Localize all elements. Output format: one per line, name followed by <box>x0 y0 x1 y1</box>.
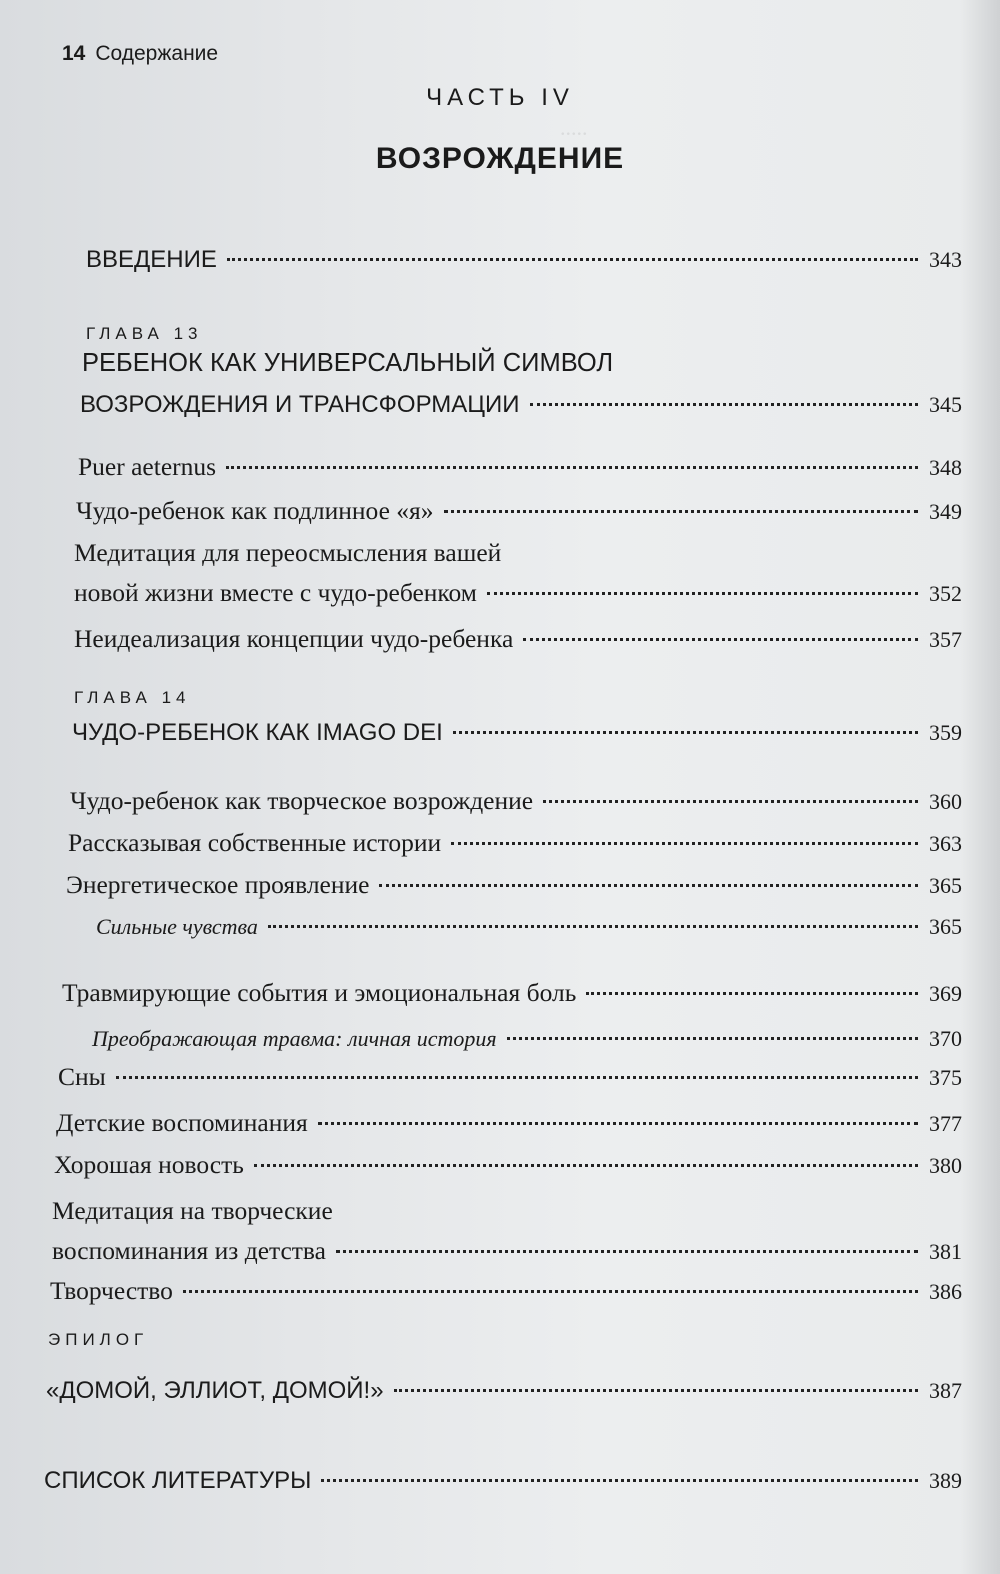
leader-dots <box>116 1076 918 1079</box>
leader-dots <box>394 1389 918 1392</box>
toc-entry-title: Детские воспоминания <box>56 1108 308 1137</box>
toc-entry-title: Сильные чувства <box>96 914 258 939</box>
toc-entry-page: 357 <box>929 627 962 652</box>
toc-subentry[interactable] <box>92 1024 962 1054</box>
toc-entry[interactable] <box>56 1108 962 1139</box>
part-label: ЧАСТЬ IV <box>426 84 574 111</box>
running-head-title: Содержание <box>95 42 219 65</box>
toc-entry-page: 343 <box>929 247 962 272</box>
running-head <box>62 42 218 66</box>
toc-entry[interactable] <box>70 786 962 817</box>
toc-entry-page: 359 <box>929 720 962 745</box>
toc-entry-page: 360 <box>929 789 962 814</box>
toc-entry[interactable] <box>74 578 962 609</box>
toc-entry-page: 349 <box>929 499 962 524</box>
toc-entry-page: 380 <box>929 1153 962 1178</box>
toc-entry-page: 352 <box>929 581 962 606</box>
toc-entry-title-line1: Медитация для переосмысления вашей <box>74 538 502 567</box>
toc-entry-chapter-13[interactable] <box>80 390 962 420</box>
toc-entry-page: 365 <box>929 873 962 898</box>
toc-entry-page: 375 <box>929 1065 962 1090</box>
epilogue-label: ЭПИЛОГ <box>48 1330 149 1349</box>
toc-entry[interactable] <box>66 870 962 901</box>
toc-entry-page: 369 <box>929 981 962 1006</box>
toc-entry[interactable] <box>50 1276 962 1307</box>
leader-dots <box>543 800 918 803</box>
page-number: 14 <box>62 42 86 65</box>
toc-entry-title: воспоминания из детства <box>52 1236 326 1265</box>
leader-dots <box>183 1290 918 1293</box>
toc-subentry[interactable] <box>96 912 962 942</box>
toc-entry-title: Чудо-ребенок как творческое возрождение <box>70 786 534 815</box>
leader-dots <box>507 1037 918 1040</box>
leader-dots <box>336 1250 918 1253</box>
leader-dots <box>530 403 918 406</box>
leader-dots <box>523 638 918 641</box>
chapter-13-label: ГЛАВА 13 <box>86 324 203 343</box>
toc-entry-bibliography[interactable] <box>44 1466 962 1496</box>
leader-dots <box>379 884 918 887</box>
toc-entry[interactable] <box>78 452 962 483</box>
leader-dots <box>444 510 919 513</box>
toc-entry-page: 345 <box>929 392 962 417</box>
toc-entry-epilogue[interactable] <box>46 1376 962 1406</box>
toc-entry-title: ВОЗРОЖДЕНИЯ И ТРАНСФОРМАЦИИ <box>80 391 520 418</box>
leader-dots <box>268 925 918 928</box>
toc-entry-title: Puer aeternus <box>78 452 217 481</box>
leader-dots <box>453 731 918 734</box>
leader-dots <box>586 992 918 995</box>
toc-entry-title: новой жизни вместе с чудо-ребенком <box>74 578 477 607</box>
toc-entry-page: 370 <box>929 1026 962 1051</box>
part-title: ВОЗРОЖДЕНИЕ <box>375 142 625 175</box>
chapter-13-title-line1: РЕБЕНОК КАК УНИВЕРСАЛЬНЫЙ СИМВОЛ <box>82 349 614 377</box>
toc-entry-page: 348 <box>929 455 962 480</box>
toc-entry-title: Рассказывая собственные истории <box>68 828 442 857</box>
toc-entry-title: Энергетическое проявление <box>66 870 370 899</box>
chapter-14-label: ГЛАВА 14 <box>74 688 191 707</box>
toc-entry-chapter-14[interactable] <box>72 718 962 748</box>
leader-dots <box>254 1164 918 1167</box>
toc-entry-title: Преображающая травма: личная история <box>92 1026 497 1051</box>
leader-dots <box>321 1479 918 1482</box>
toc-entry[interactable] <box>68 828 962 859</box>
toc-entry-title: ВВЕДЕНИЕ <box>86 246 217 273</box>
toc-entry-page: 363 <box>929 831 962 856</box>
toc-entry-page: 381 <box>929 1239 962 1264</box>
toc-entry-title: Творчество <box>50 1276 173 1305</box>
toc-entry[interactable] <box>74 624 962 655</box>
toc-entry-title: Чудо-ребенок как подлинное «я» <box>76 496 434 525</box>
toc-entry-page: 377 <box>929 1111 962 1136</box>
leader-dots <box>226 466 918 469</box>
toc-entry-title-line1: Медитация на творческие <box>52 1196 333 1225</box>
leader-dots <box>318 1122 918 1125</box>
toc-entry-title: Неидеализация концепции чудо-ребенка <box>74 624 514 653</box>
toc-entry-title: «ДОМОЙ, ЭЛЛИОТ, ДОМОЙ!» <box>46 1377 384 1404</box>
toc-entry-title: Хорошая новость <box>54 1150 244 1179</box>
toc-entry-title: Сны <box>58 1062 106 1091</box>
toc-entry-page: 365 <box>929 914 962 939</box>
toc-entry-intro[interactable] <box>86 245 962 275</box>
leader-dots <box>487 592 918 595</box>
toc-entry-title: СПИСОК ЛИТЕРАТУРЫ <box>44 1467 312 1494</box>
toc-entry-title: ЧУДО-РЕБЕНОК КАК IMAGO DEI <box>72 719 443 746</box>
show-through: ..... <box>560 115 588 140</box>
toc-entry-page: 387 <box>929 1378 962 1403</box>
toc-entry-page: 389 <box>929 1468 962 1493</box>
toc-entry-title: Травмирующие события и эмоциональная боль <box>62 978 577 1007</box>
toc-entry[interactable] <box>76 496 962 527</box>
toc-entry[interactable] <box>52 1236 962 1267</box>
leader-dots <box>451 842 918 845</box>
leader-dots <box>227 258 918 261</box>
toc-entry[interactable] <box>62 978 962 1009</box>
toc-entry[interactable] <box>58 1062 962 1093</box>
toc-entry[interactable] <box>54 1150 962 1181</box>
toc-entry-page: 386 <box>929 1279 962 1304</box>
